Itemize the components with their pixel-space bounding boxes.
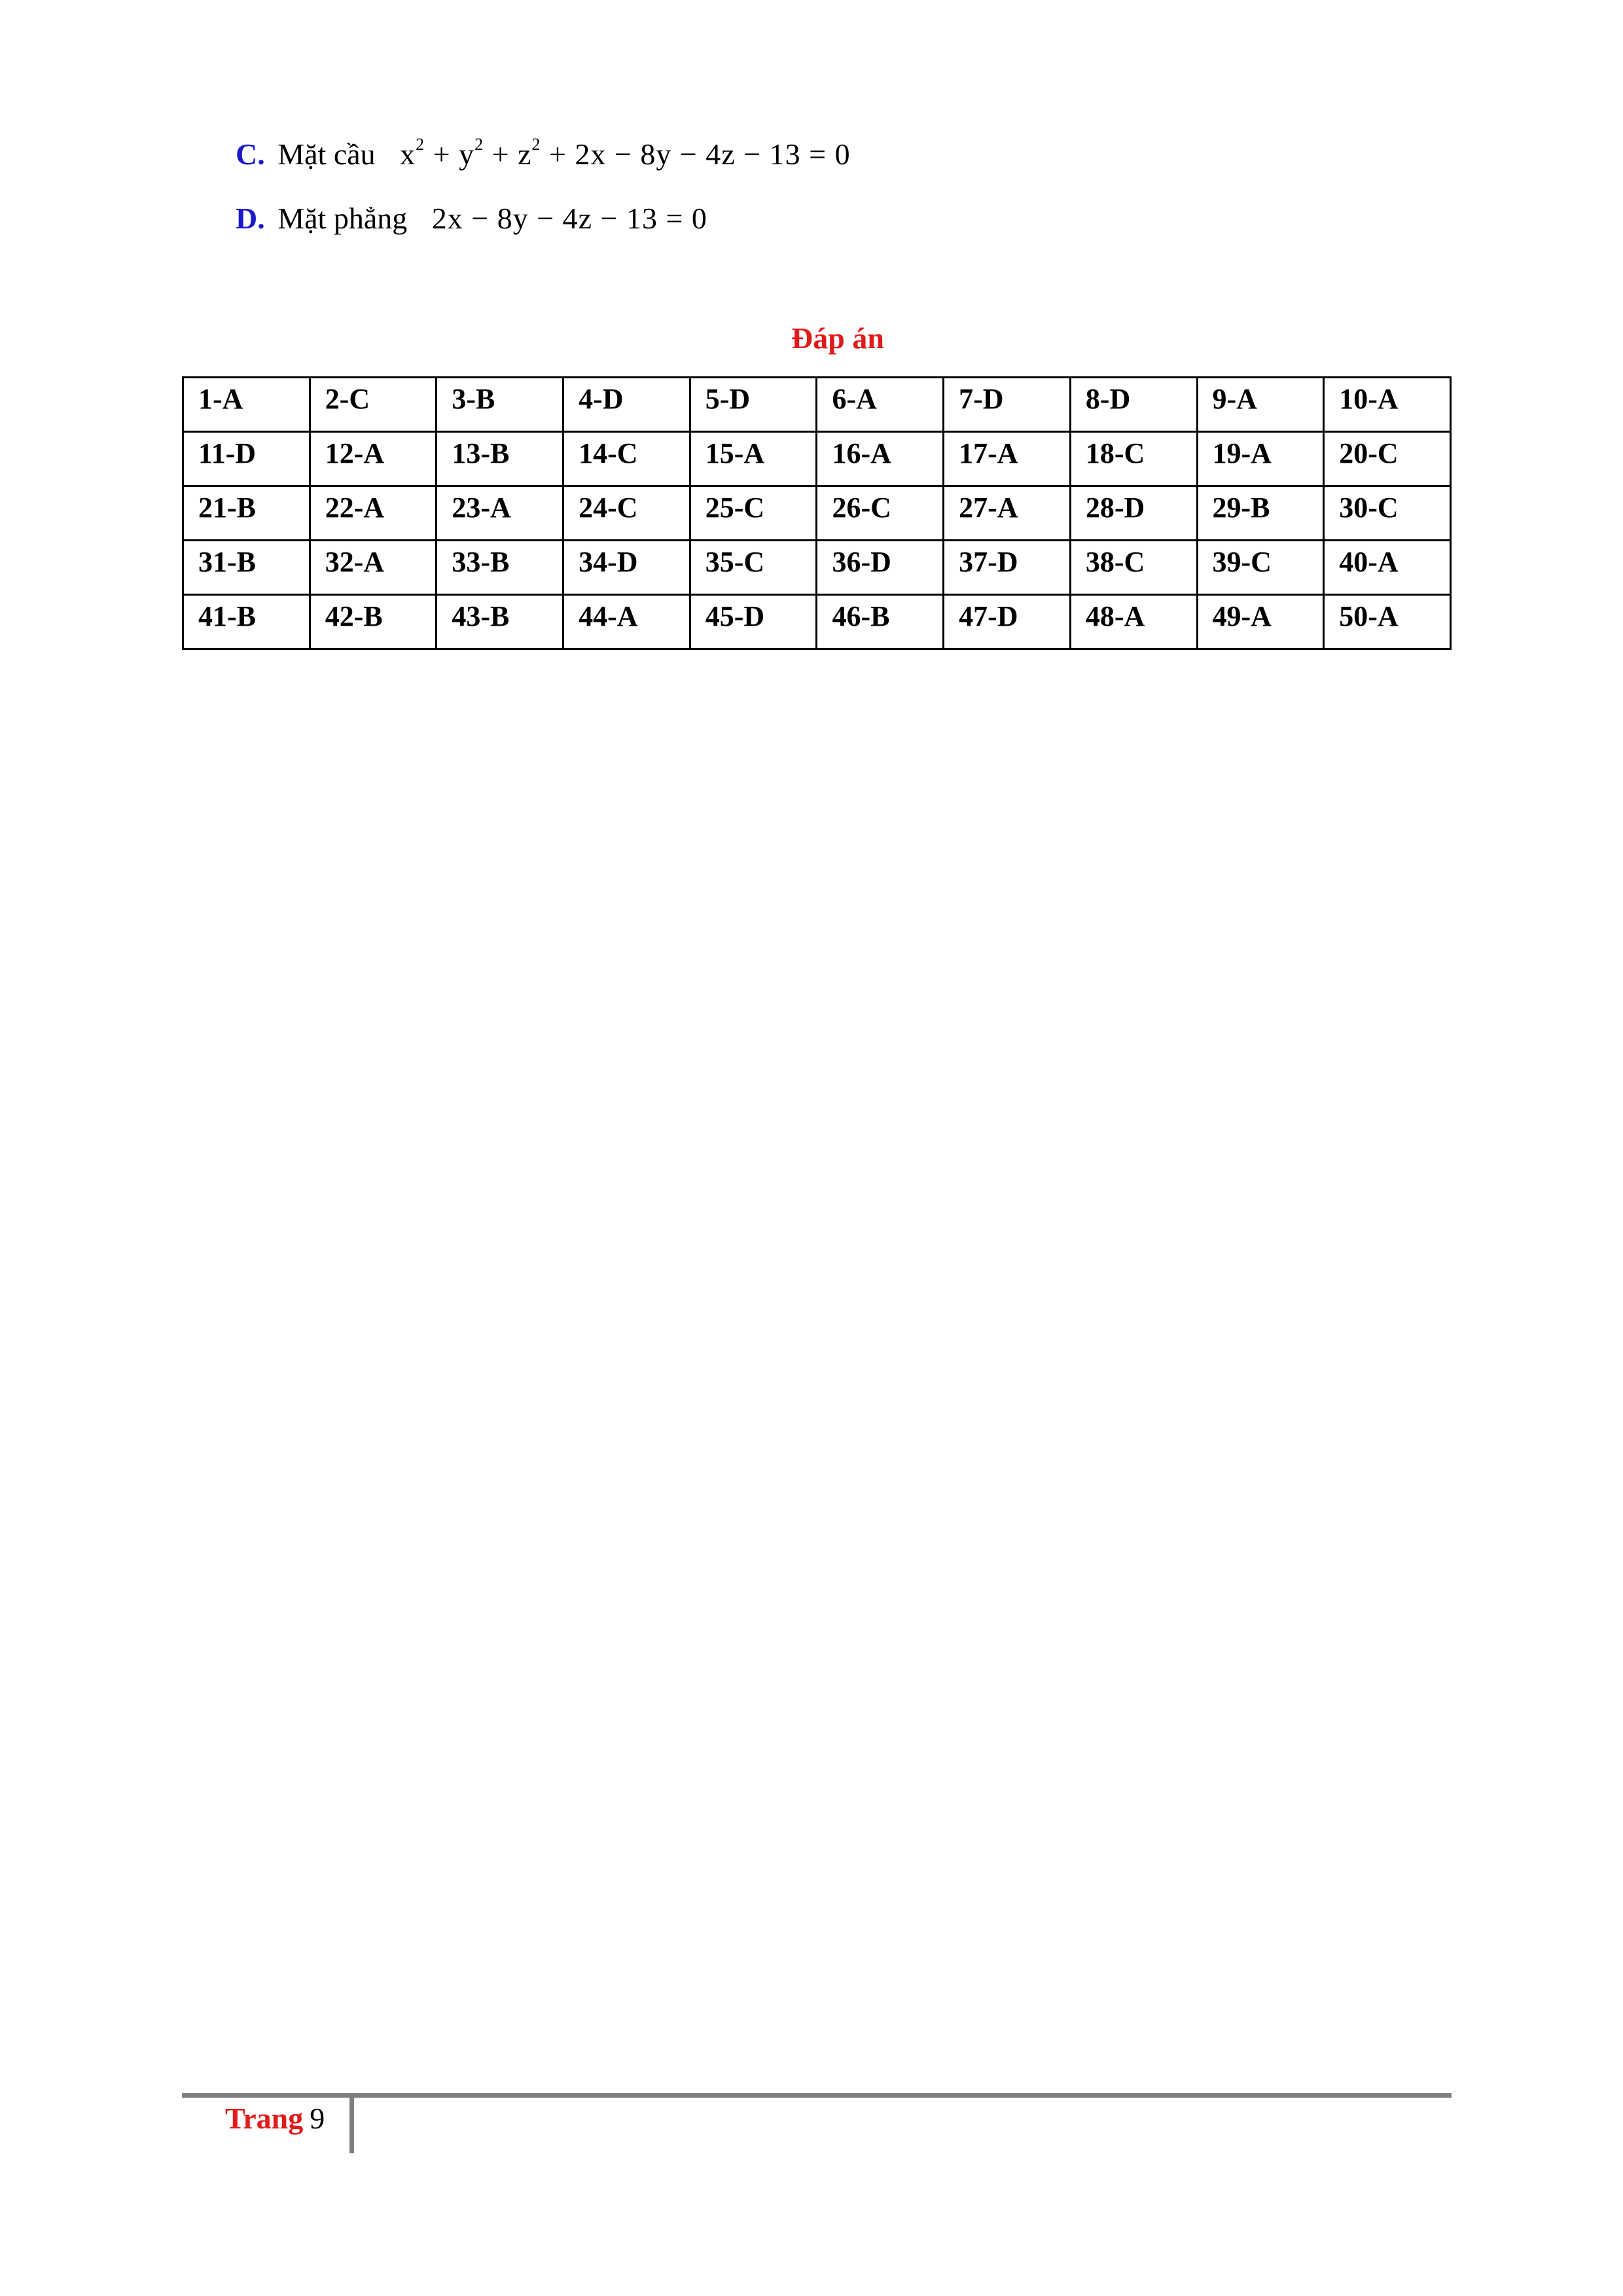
eq-exponent: 2	[531, 135, 541, 154]
answer-cell: 38-C	[1070, 541, 1197, 595]
answer-cell: 30-C	[1324, 486, 1451, 541]
answer-cell: 5-D	[690, 378, 817, 432]
answer-cell: 33-B	[437, 541, 563, 595]
answer-cell: 29-B	[1197, 486, 1324, 541]
footer-rule	[182, 2093, 1452, 2098]
answer-cell: 23-A	[437, 486, 563, 541]
table-row	[183, 486, 1451, 541]
option-d-equation: 2x − 8y − 4z − 13 = 0	[431, 202, 707, 235]
page-number: 9	[310, 2102, 325, 2135]
answer-cell: 34-D	[563, 541, 690, 595]
answer-cell: 2-C	[310, 378, 437, 432]
answer-cell: 47-D	[944, 595, 1071, 649]
answer-cell: 10-A	[1324, 378, 1451, 432]
answer-cell: 21-B	[183, 486, 310, 541]
answer-cell: 44-A	[563, 595, 690, 649]
eq-term: x	[400, 137, 416, 171]
option-c-letter: C.	[236, 137, 265, 171]
answer-cell: 27-A	[944, 486, 1071, 541]
answer-cell: 25-C	[690, 486, 817, 541]
option-c	[236, 136, 851, 173]
option-c-equation	[400, 137, 850, 171]
answer-cell: 37-D	[944, 541, 1071, 595]
answer-cell: 45-D	[690, 595, 817, 649]
answer-cell: 3-B	[437, 378, 563, 432]
answer-cell: 26-C	[817, 486, 944, 541]
answer-cell: 31-B	[183, 541, 310, 595]
answer-cell: 9-A	[1197, 378, 1324, 432]
answer-cell: 39-C	[1197, 541, 1324, 595]
eq-term: + z	[484, 137, 532, 171]
table-row	[183, 595, 1451, 649]
answer-key-body	[183, 378, 1451, 649]
footer-label: Trang	[225, 2102, 304, 2135]
eq-term: + 2x − 8y − 4z − 13 = 0	[541, 137, 851, 171]
answer-cell: 42-B	[310, 595, 437, 649]
answer-cell: 15-A	[690, 432, 817, 486]
footer-divider	[349, 2097, 354, 2153]
option-d-text: Mặt phẳng	[277, 202, 408, 235]
eq-exponent: 2	[416, 135, 425, 154]
eq-term: + y	[425, 137, 475, 171]
answer-cell: 35-C	[690, 541, 817, 595]
answer-cell: 1-A	[183, 378, 310, 432]
answer-cell: 49-A	[1197, 595, 1324, 649]
answer-cell: 12-A	[310, 432, 437, 486]
answer-cell: 7-D	[944, 378, 1071, 432]
answer-cell: 8-D	[1070, 378, 1197, 432]
answer-cell: 36-D	[817, 541, 944, 595]
answer-key-title: Đáp án	[791, 321, 884, 355]
table-row	[183, 432, 1451, 486]
table-row	[183, 541, 1451, 595]
answer-cell: 46-B	[817, 595, 944, 649]
answer-cell: 18-C	[1070, 432, 1197, 486]
answer-cell: 17-A	[944, 432, 1071, 486]
answer-key-table	[182, 376, 1452, 650]
answer-cell: 24-C	[563, 486, 690, 541]
answer-cell: 11-D	[183, 432, 310, 486]
table-row	[183, 378, 1451, 432]
answer-cell: 6-A	[817, 378, 944, 432]
answer-cell: 20-C	[1324, 432, 1451, 486]
answer-cell: 43-B	[437, 595, 563, 649]
option-d	[236, 200, 707, 237]
answer-cell: 4-D	[563, 378, 690, 432]
answer-cell: 40-A	[1324, 541, 1451, 595]
option-c-text: Mặt cầu	[277, 137, 376, 171]
answer-cell: 13-B	[437, 432, 563, 486]
answer-cell: 19-A	[1197, 432, 1324, 486]
page-footer	[225, 2101, 325, 2136]
answer-cell: 32-A	[310, 541, 437, 595]
eq-exponent: 2	[474, 135, 484, 154]
answer-cell: 48-A	[1070, 595, 1197, 649]
answer-cell: 41-B	[183, 595, 310, 649]
answer-cell: 50-A	[1324, 595, 1451, 649]
answer-cell: 14-C	[563, 432, 690, 486]
answer-cell: 22-A	[310, 486, 437, 541]
answer-cell: 28-D	[1070, 486, 1197, 541]
option-d-letter: D.	[236, 202, 265, 235]
answer-cell: 16-A	[817, 432, 944, 486]
